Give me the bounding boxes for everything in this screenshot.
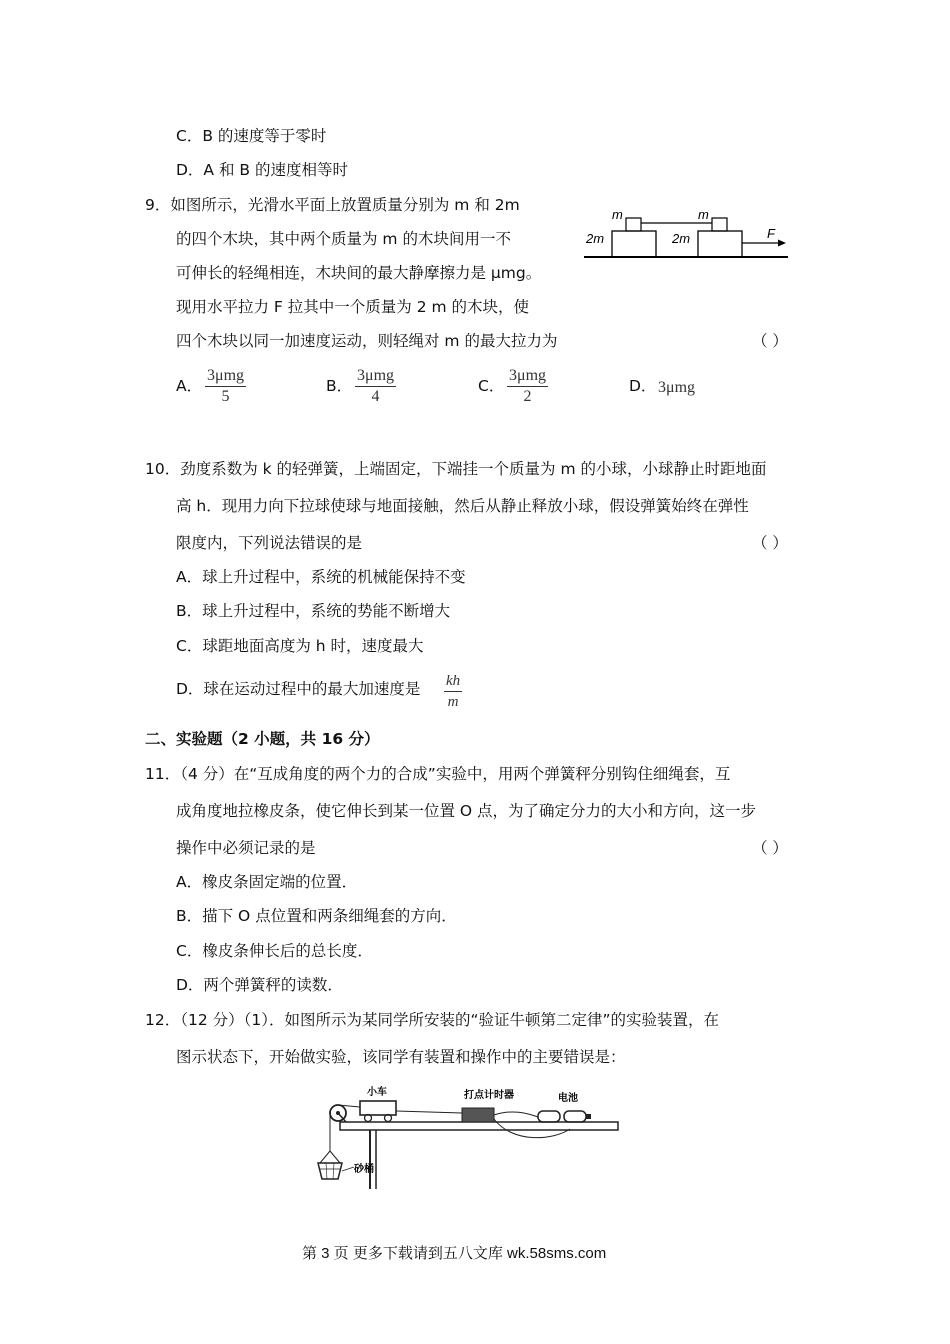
label-m-left: m: [612, 207, 623, 222]
block-m-left: [626, 218, 641, 231]
label-battery: 电池: [558, 1093, 578, 1104]
q10-option-c: C．球距地面高度为 h 时，速度最大: [176, 637, 424, 655]
q9-option-a-fraction: [205, 366, 246, 407]
q10-stem-line2: 高 h．现用力向下拉球使球与地面接触，然后从静止释放小球，假设弹簧始终在弹性: [176, 497, 749, 515]
label-2m-right: 2m: [672, 231, 691, 246]
page-footer: 第 3 页 更多下载请到五八文库 wk.58sms.com: [302, 1245, 607, 1262]
q9-stem-line3: 可伸长的轻绳相连，木块间的最大静摩擦力是 μmg。: [176, 264, 542, 282]
bucket-v1: [326, 1163, 327, 1179]
q10-option-d-fraction: [444, 671, 462, 712]
bucket-v2: [333, 1163, 334, 1179]
sand-bucket: [318, 1163, 342, 1179]
q9-answer-paren: （ ）: [752, 332, 788, 350]
label-2m-left: 2m: [586, 231, 605, 246]
q12-apparatus-figure: [312, 1083, 622, 1193]
q9-stem-line5: 四个木块以同一加速度运动，则轻绳对 m 的最大拉力为: [176, 332, 558, 350]
q11-option-d: D．两个弹簧秤的读数．: [176, 976, 343, 994]
battery-terminal: [586, 1114, 591, 1119]
q9-option-d-value: 3μmg: [658, 379, 696, 396]
q10-stem-line1: 10．劲度系数为 k 的轻弹簧，上端固定，下端挂一个质量为 m 的小球，小球静止时距地面: [145, 460, 767, 478]
q9-blocks-figure: [582, 203, 792, 263]
q9-option-b-numerator: 3μmg: [355, 366, 396, 387]
block-2m-left: [612, 231, 656, 257]
table-top: [340, 1122, 618, 1130]
q10-option-d: D．球在运动过程中的最大加速度是: [176, 680, 421, 698]
q9-option-a-label: A．: [176, 377, 203, 395]
q10-option-d-numerator: kh: [444, 671, 462, 692]
section-title-experiments: 二、实验题（2 小题，共 16 分）: [145, 730, 380, 748]
q8-option-d: D．A 和 B 的速度相等时: [176, 161, 348, 179]
bucket-label-line: [342, 1167, 354, 1171]
q9-option-c-label: C．: [478, 377, 505, 395]
q11-option-a: A．橡皮条固定端的位置．: [176, 873, 358, 891]
block-2m-right: [698, 231, 742, 257]
q11-stem-line2: 成角度地拉橡皮条，使它伸长到某一位置 O 点，为了确定分力的大小和方向，这一步: [176, 802, 757, 820]
q9-option-c-fraction: [507, 366, 548, 407]
spark-timer: [462, 1108, 494, 1122]
q10-stem-line3: 限度内，下列说法错误的是: [176, 534, 363, 552]
q8-option-c: C．B 的速度等于零时: [176, 127, 327, 145]
battery-cell-2: [564, 1111, 586, 1122]
q12-stem-line1: 12．（12 分）（1）．如图所示为某同学所安装的“验证牛顿第二定律”的实验装置，在: [145, 1011, 720, 1029]
paper-tape: [396, 1111, 462, 1113]
q11-stem-line1: 11．（4 分）在“互成角度的两个力的合成”实验中，用两个弹簧秤分别钩住细绳套，互: [145, 765, 731, 783]
q9-option-b-fraction: [355, 366, 396, 407]
q9-option-c-numerator: 3μmg: [507, 366, 548, 387]
bucket-string-left: [320, 1151, 330, 1163]
battery-cell-1: [538, 1111, 560, 1122]
wire-upper: [494, 1112, 538, 1117]
q9-option-a-numerator: 3μmg: [205, 366, 246, 387]
label-force: F: [767, 226, 775, 241]
cart-body: [360, 1101, 396, 1115]
q9-option-d-label: D．: [629, 377, 657, 395]
bucket-string-right: [330, 1151, 340, 1163]
q11-answer-paren: （ ）: [752, 839, 788, 857]
q9-option-b-denominator: 4: [371, 388, 380, 405]
q9-option-a-denominator: 5: [221, 388, 230, 405]
q12-stem-line2: 图示状态下，开始做实验，该同学有装置和操作中的主要错误是：: [176, 1048, 626, 1066]
block-m-right: [712, 218, 727, 231]
q10-option-d-denominator: m: [447, 694, 459, 710]
q11-option-b: B．描下 O 点位置和两条细绳套的方向．: [176, 907, 457, 925]
q11-option-c: C．橡皮条伸长后的总长度．: [176, 942, 373, 960]
q10-option-a: A．球上升过程中，系统的机械能保持不变: [176, 568, 466, 586]
label-timer: 打点计时器: [464, 1090, 514, 1101]
label-m-right: m: [698, 207, 709, 222]
label-bucket: 砂桶: [354, 1164, 374, 1175]
q9-option-b-label: B．: [326, 377, 353, 395]
q9-stem-line4: 现用水平拉力 F 拉其中一个质量为 2 m 的木块，使: [176, 298, 530, 316]
q9-stem-line2: 的四个木块，其中两个质量为 m 的木块间用一不: [176, 230, 511, 248]
force-arrow-head: [778, 240, 786, 247]
q9-option-c-denominator: 2: [523, 388, 532, 405]
q11-stem-line3: 操作中必须记录的是: [176, 839, 316, 857]
q9-stem-line1: 9．如图所示，光滑水平面上放置质量分别为 m 和 2m: [145, 196, 520, 214]
q10-option-b: B．球上升过程中，系统的势能不断增大: [176, 602, 451, 620]
q10-answer-paren: （ ）: [752, 534, 788, 552]
label-cart: 小车: [367, 1087, 387, 1098]
